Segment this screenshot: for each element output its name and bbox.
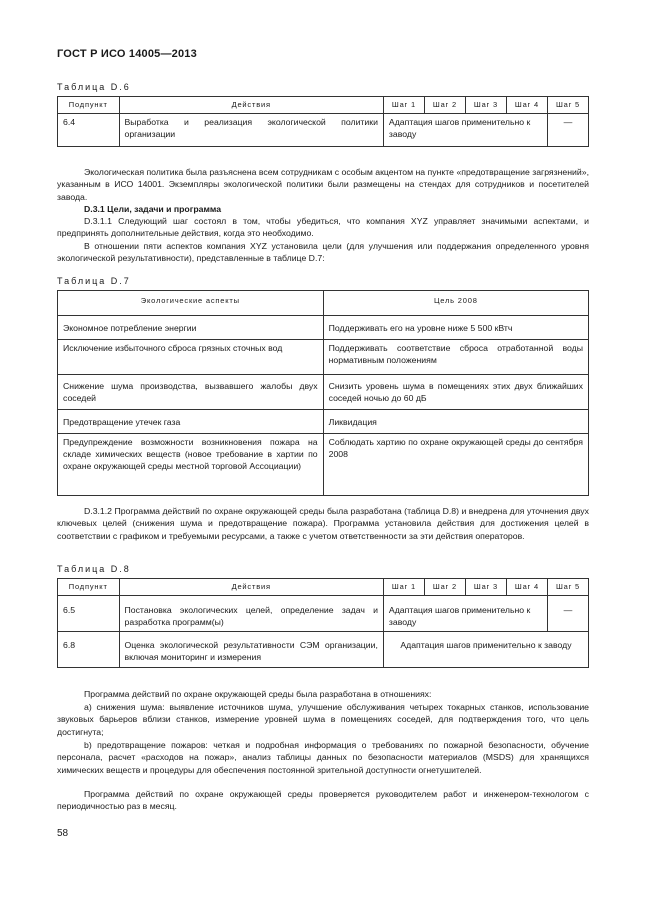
- column-header: Шаг 1: [383, 579, 424, 596]
- paragraph: D.3.1.2 Программа действий по охране окружающей среды была разработана (таблица D.8) и внедрена для уточнения двух ключевых целей (снижения шума и предотвращение пожара). Программа установила действия для достижения целей в соответствии с графиком и требуемыми ресурсами, а также с учетом ответственности за эти действия операторов.: [57, 506, 589, 541]
- paragraph: D.3.1.1 Следующий шаг состоял в том, чтобы убедиться, что компания XYZ управляет значимыми аспектами, и предпринять дополнительные действия, когда это необходимо.: [57, 216, 589, 239]
- table-row: [58, 410, 589, 434]
- step5-cell: —: [547, 596, 588, 632]
- goal-cell: Поддерживать его на уровне ниже 5 500 кВтч: [323, 316, 588, 340]
- goal-cell: Ликвидация: [323, 410, 588, 434]
- column-header: Шаг 5: [547, 97, 588, 114]
- table-row: [58, 434, 589, 496]
- page-number: 58: [57, 828, 69, 839]
- subclause-cell: 6.4: [58, 114, 120, 147]
- column-header: Шаг 4: [506, 97, 547, 114]
- table-row: [58, 114, 589, 147]
- section-title: D.3.1 Цели, задачи и программа: [84, 204, 222, 214]
- column-header: Подпункт: [58, 579, 120, 596]
- paragraph: b) предотвращение пожаров: четкая и подробная информация о требованиях по пожарной безопасности, обучение персонала, расчет «расходов на пожар», анализ таблицы данных по безопасности материалов (MSDS) для хранящихся химических веществ и процедуры для обеспечения постоянной зрительной доступности огнетушителей.: [57, 740, 589, 775]
- column-header: Шаг 2: [424, 579, 465, 596]
- column-header: Шаг 3: [465, 579, 506, 596]
- table-d8-caption: Таблица D.8: [57, 564, 131, 574]
- steps-cell: Адаптация шагов применительно к заводу: [383, 114, 547, 147]
- subclause-cell: 6.8: [58, 632, 120, 668]
- column-header: Шаг 3: [465, 97, 506, 114]
- paragraph: Программа действий по охране окружающей среды проверяется руководителем работ и инженером-технологом с периодичностью раз в месяц.: [57, 789, 589, 812]
- column-header: Подпункт: [58, 97, 120, 114]
- aspect-cell: Предотвращение утечек газа: [58, 410, 324, 434]
- paragraph: Экологическая политика была разъяснена всем сотрудникам с особым акцентом на пункте «предотвращение загрязнений», указанным в ИСО 14001. Экземпляры экологической политики были размещены на стендах для сотрудников и посетителей завода.: [57, 167, 589, 202]
- column-header: Цель 2008: [323, 291, 588, 316]
- column-header: Действия: [119, 97, 383, 114]
- column-header: Экологические аспекты: [58, 291, 324, 316]
- paragraph: В отношении пяти аспектов компания XYZ установила цели (для улучшения или поддержания определенного уровня экологической результативности), представленные в таблице D.7:: [57, 241, 589, 264]
- action-cell: Выработка и реализация экологической политики организации: [119, 114, 383, 147]
- column-header: Шаг 5: [547, 579, 588, 596]
- action-cell: Оценка экологической результативности СЭМ организации, включая мониторинг и измерения: [119, 632, 383, 668]
- column-header: Шаг 1: [383, 97, 424, 114]
- aspect-cell: Снижение шума производства, вызвавшего жалобы двух соседей: [58, 375, 324, 410]
- table-d6-caption: Таблица D.6: [57, 82, 131, 92]
- aspect-cell: Экономное потребление энергии: [58, 316, 324, 340]
- paragraph: a) снижения шума: выявление источников шума, улучшение обслуживания четырех токарных станков, использование звуковых барьеров вблизи станков, измерение уровней шума в помещениях соседей, для подтверждения того, что цель достигнута;: [57, 702, 589, 737]
- table-row: [58, 375, 589, 410]
- table-row: [58, 316, 589, 340]
- action-cell: Постановка экологических целей, определение задач и разработка программ(ы): [119, 596, 383, 632]
- goal-cell: Поддерживать соответствие сброса отработанной воды нормативным положениям: [323, 340, 588, 375]
- step5-cell: —: [547, 114, 588, 147]
- column-header: Шаг 2: [424, 97, 465, 114]
- table-d8: [57, 578, 589, 668]
- aspect-cell: Предупреждение возможности возникновения пожара на складе химических веществ (новое требование в хартии по охране окружающей среды местной торговой Ассоциации): [58, 434, 324, 496]
- table-d7-caption: Таблица D.7: [57, 276, 131, 286]
- table-d6: [57, 96, 589, 147]
- goal-cell: Соблюдать хартию по охране окружающей среды до сентября 2008: [323, 434, 588, 496]
- steps-cell: Адаптация шагов применительно к заводу: [383, 632, 588, 668]
- aspect-cell: Исключение избыточного сброса грязных сточных вод: [58, 340, 324, 375]
- column-header: Действия: [119, 579, 383, 596]
- document-header: ГОСТ Р ИСО 14005—2013: [57, 48, 197, 60]
- subclause-cell: 6.5: [58, 596, 120, 632]
- steps-cell: Адаптация шагов применительно к заводу: [383, 596, 547, 632]
- table-d7: [57, 290, 589, 496]
- paragraph: Программа действий по охране окружающей среды была разработана в отношениях:: [84, 689, 432, 699]
- table-row: [58, 632, 589, 668]
- column-header: Шаг 4: [506, 579, 547, 596]
- table-row: [58, 596, 589, 632]
- goal-cell: Снизить уровень шума в помещениях этих двух ближайших соседей ночью до 60 дБ: [323, 375, 588, 410]
- table-row: [58, 340, 589, 375]
